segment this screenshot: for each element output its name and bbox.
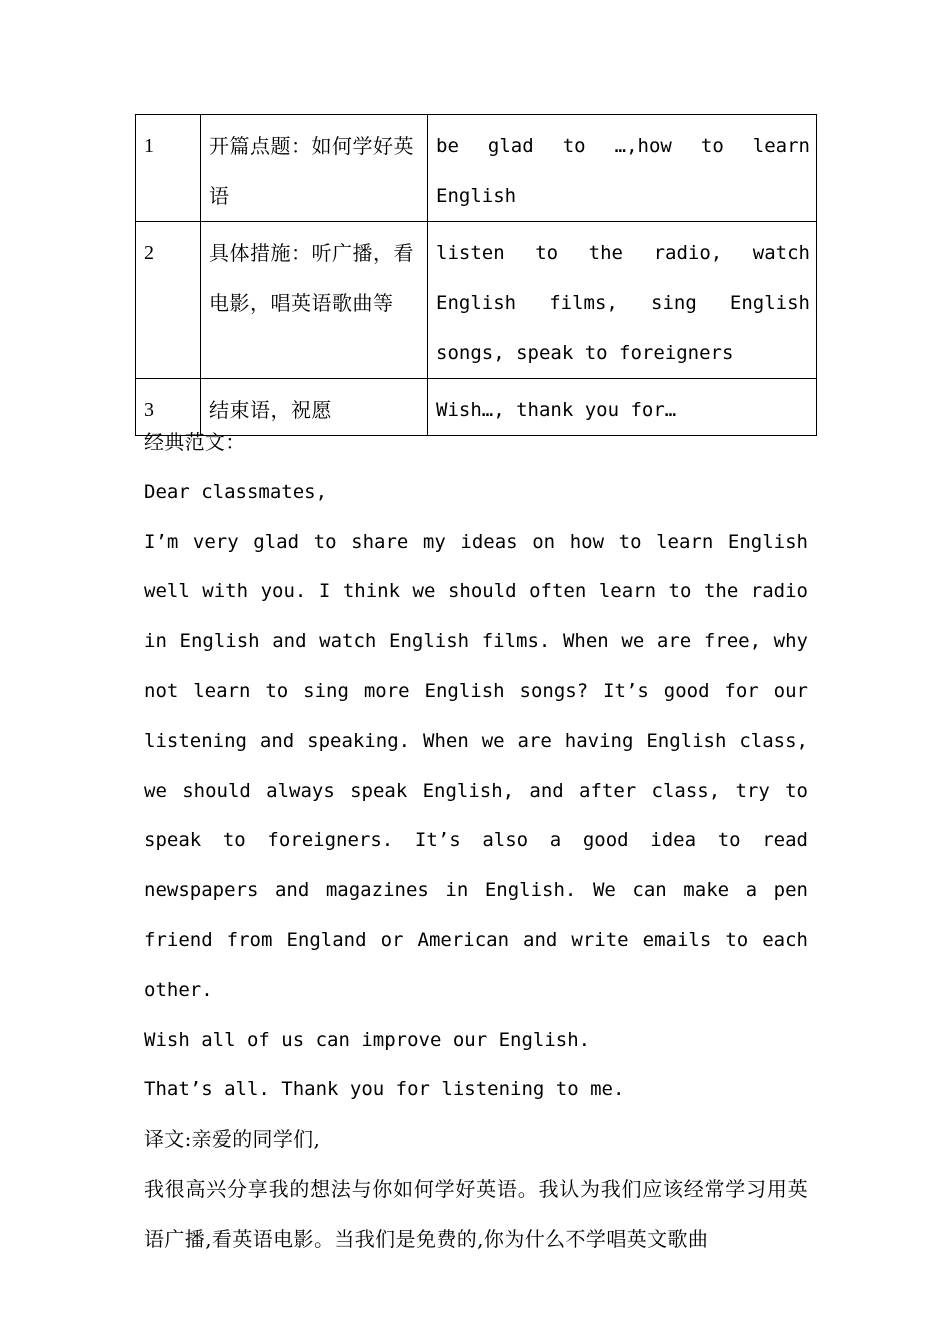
table-row <box>136 222 817 379</box>
row-phrases-english: listen to the radio, watch English films, sing English songs, speak to foreigners <box>428 222 817 379</box>
outline-table <box>135 114 817 436</box>
essay-heading: 经典范文： <box>144 430 246 454</box>
essay-paragraph: I’m very glad to share my ideas on how to learn English well with you. I think we should often learn to the radio in English and watch English films. When we are free, why not learn to sing more English songs? It’s good for our listening and speaking. When we are having English class, we should always speak English, and after class, try to speak to foreigners. It’s also a good idea to read newspapers and magazines in English. We can make a pen friend from England or American and write emails to each other. <box>144 530 808 1001</box>
essay-closing: That’s all. Thank you for listening to me. <box>144 1078 625 1101</box>
row-number: 3 <box>136 379 201 436</box>
row-topic-chinese: 开篇点题：如何学好英语 <box>201 115 428 222</box>
row-topic-chinese: 具体措施：听广播，看电影，唱英语歌曲等 <box>201 222 428 379</box>
row-topic-chinese: 结束语，祝愿 <box>201 379 428 436</box>
table-row <box>136 115 817 222</box>
essay-section <box>144 418 808 1265</box>
translation-paragraph: 我很高兴分享我的想法与你如何学好英语。我认为我们应该经常学习用英语广播,看英语电影。当我们是免费的,你为什么不学唱英文歌曲 <box>144 1176 808 1251</box>
essay-wish: Wish all of us can improve our English. <box>144 1028 591 1051</box>
essay-greeting: Dear classmates, <box>144 480 328 503</box>
row-phrases-english: Wish…, thank you for… <box>428 379 817 436</box>
translation-heading: 译文:亲爱的同学们, <box>144 1127 321 1152</box>
row-number: 2 <box>136 222 201 379</box>
row-phrases-english: be glad to …,how to learn English <box>428 115 817 222</box>
row-number: 1 <box>136 115 201 222</box>
